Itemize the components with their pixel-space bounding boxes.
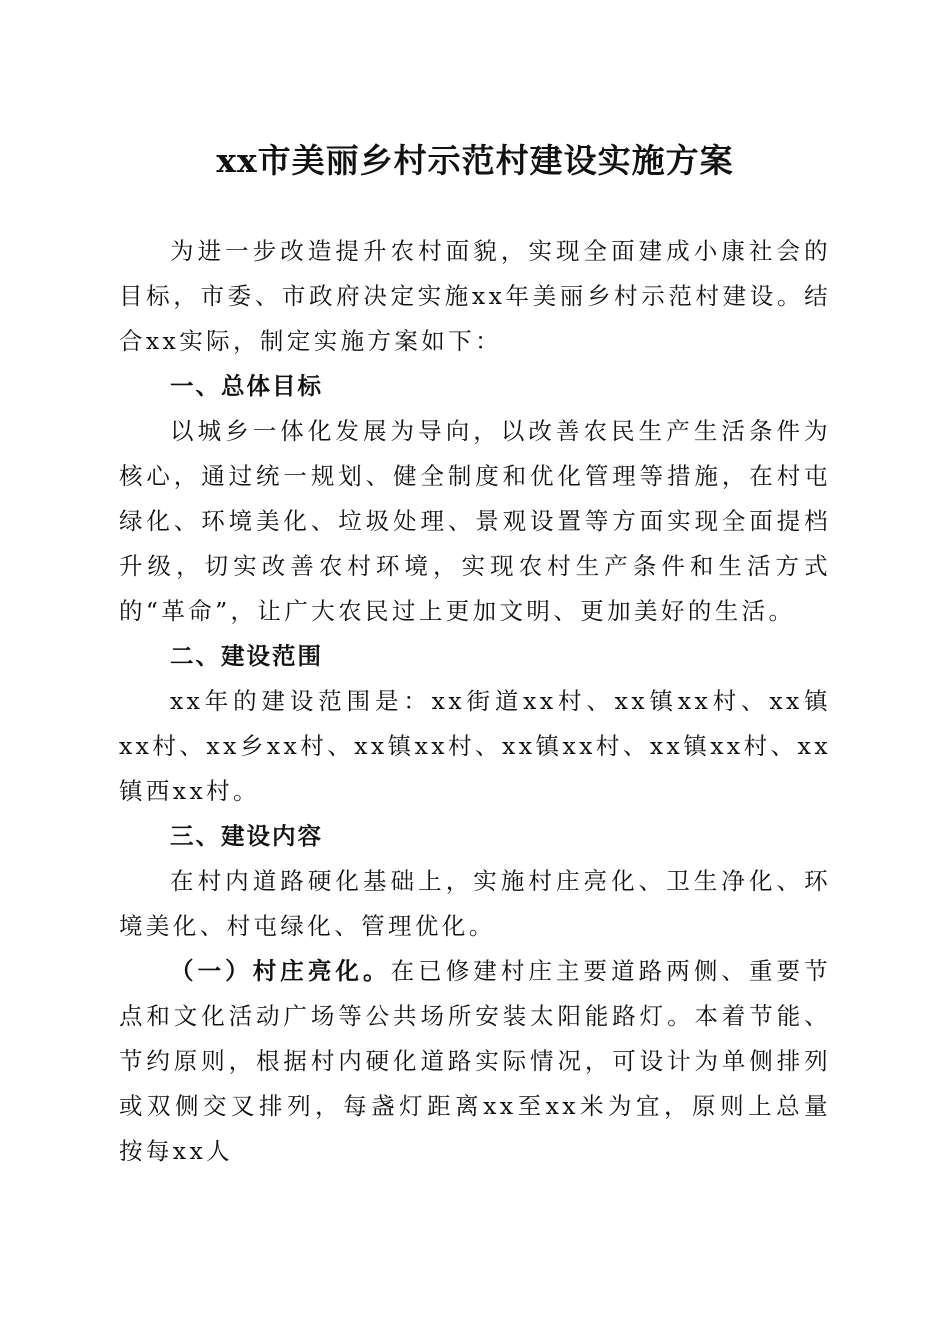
intro-paragraph: 为进一步改造提升农村面貌，实现全面建成小康社会的目标，市委、市政府决定实施xx年美丽乡村示范村建设。结合xx实际，制定实施方案如下： [119, 237, 831, 355]
section-body-overall-goal: 以城乡一体化发展为导向，以改善农民生产生活条件为核心，通过统一规划、健全制度和优化管理等措施，在村屯绿化、环境美化、垃圾处理、景观设置等方面实现全面提档升级，切实改善农村环境，实现农村生产条件和生活方式的“革命”，让广大农民过上更加文明、更加美好的生活。 [119, 417, 831, 625]
subsection-body: 在已修建村庄主要道路两侧、重要节点和文化活动广场等公共场所安装太阳能路灯。本着节能、节约原则，根据村内硬化道路实际情况，可设计为单侧排列或双侧交叉排列，每盏灯距离xx至xx米为宜，原则上总量按每xx人 [119, 957, 831, 1165]
section-heading-construction-scope: 二、建设范围 [170, 642, 323, 670]
section-body-construction-content: 在村内道路硬化基础上，实施村庄亮化、卫生净化、环境美化、村屯绿化、管理优化。 [119, 867, 831, 940]
subsection-village-lighting [119, 949, 831, 1174]
section-heading-overall-goal: 一、总体目标 [170, 372, 323, 400]
subsection-title: （一）村庄亮化。 [170, 957, 391, 985]
section-heading-construction-content: 三、建设内容 [170, 822, 323, 850]
document-title: xx市美丽乡村示范村建设实施方案 [216, 141, 734, 180]
section-body-construction-scope: xx年的建设范围是：xx街道xx村、xx镇xx村、xx镇xx村、xx乡xx村、xx镇xx村、xx镇xx村、xx镇xx村、xx镇西xx村。 [119, 687, 831, 805]
document-body [119, 229, 831, 1174]
